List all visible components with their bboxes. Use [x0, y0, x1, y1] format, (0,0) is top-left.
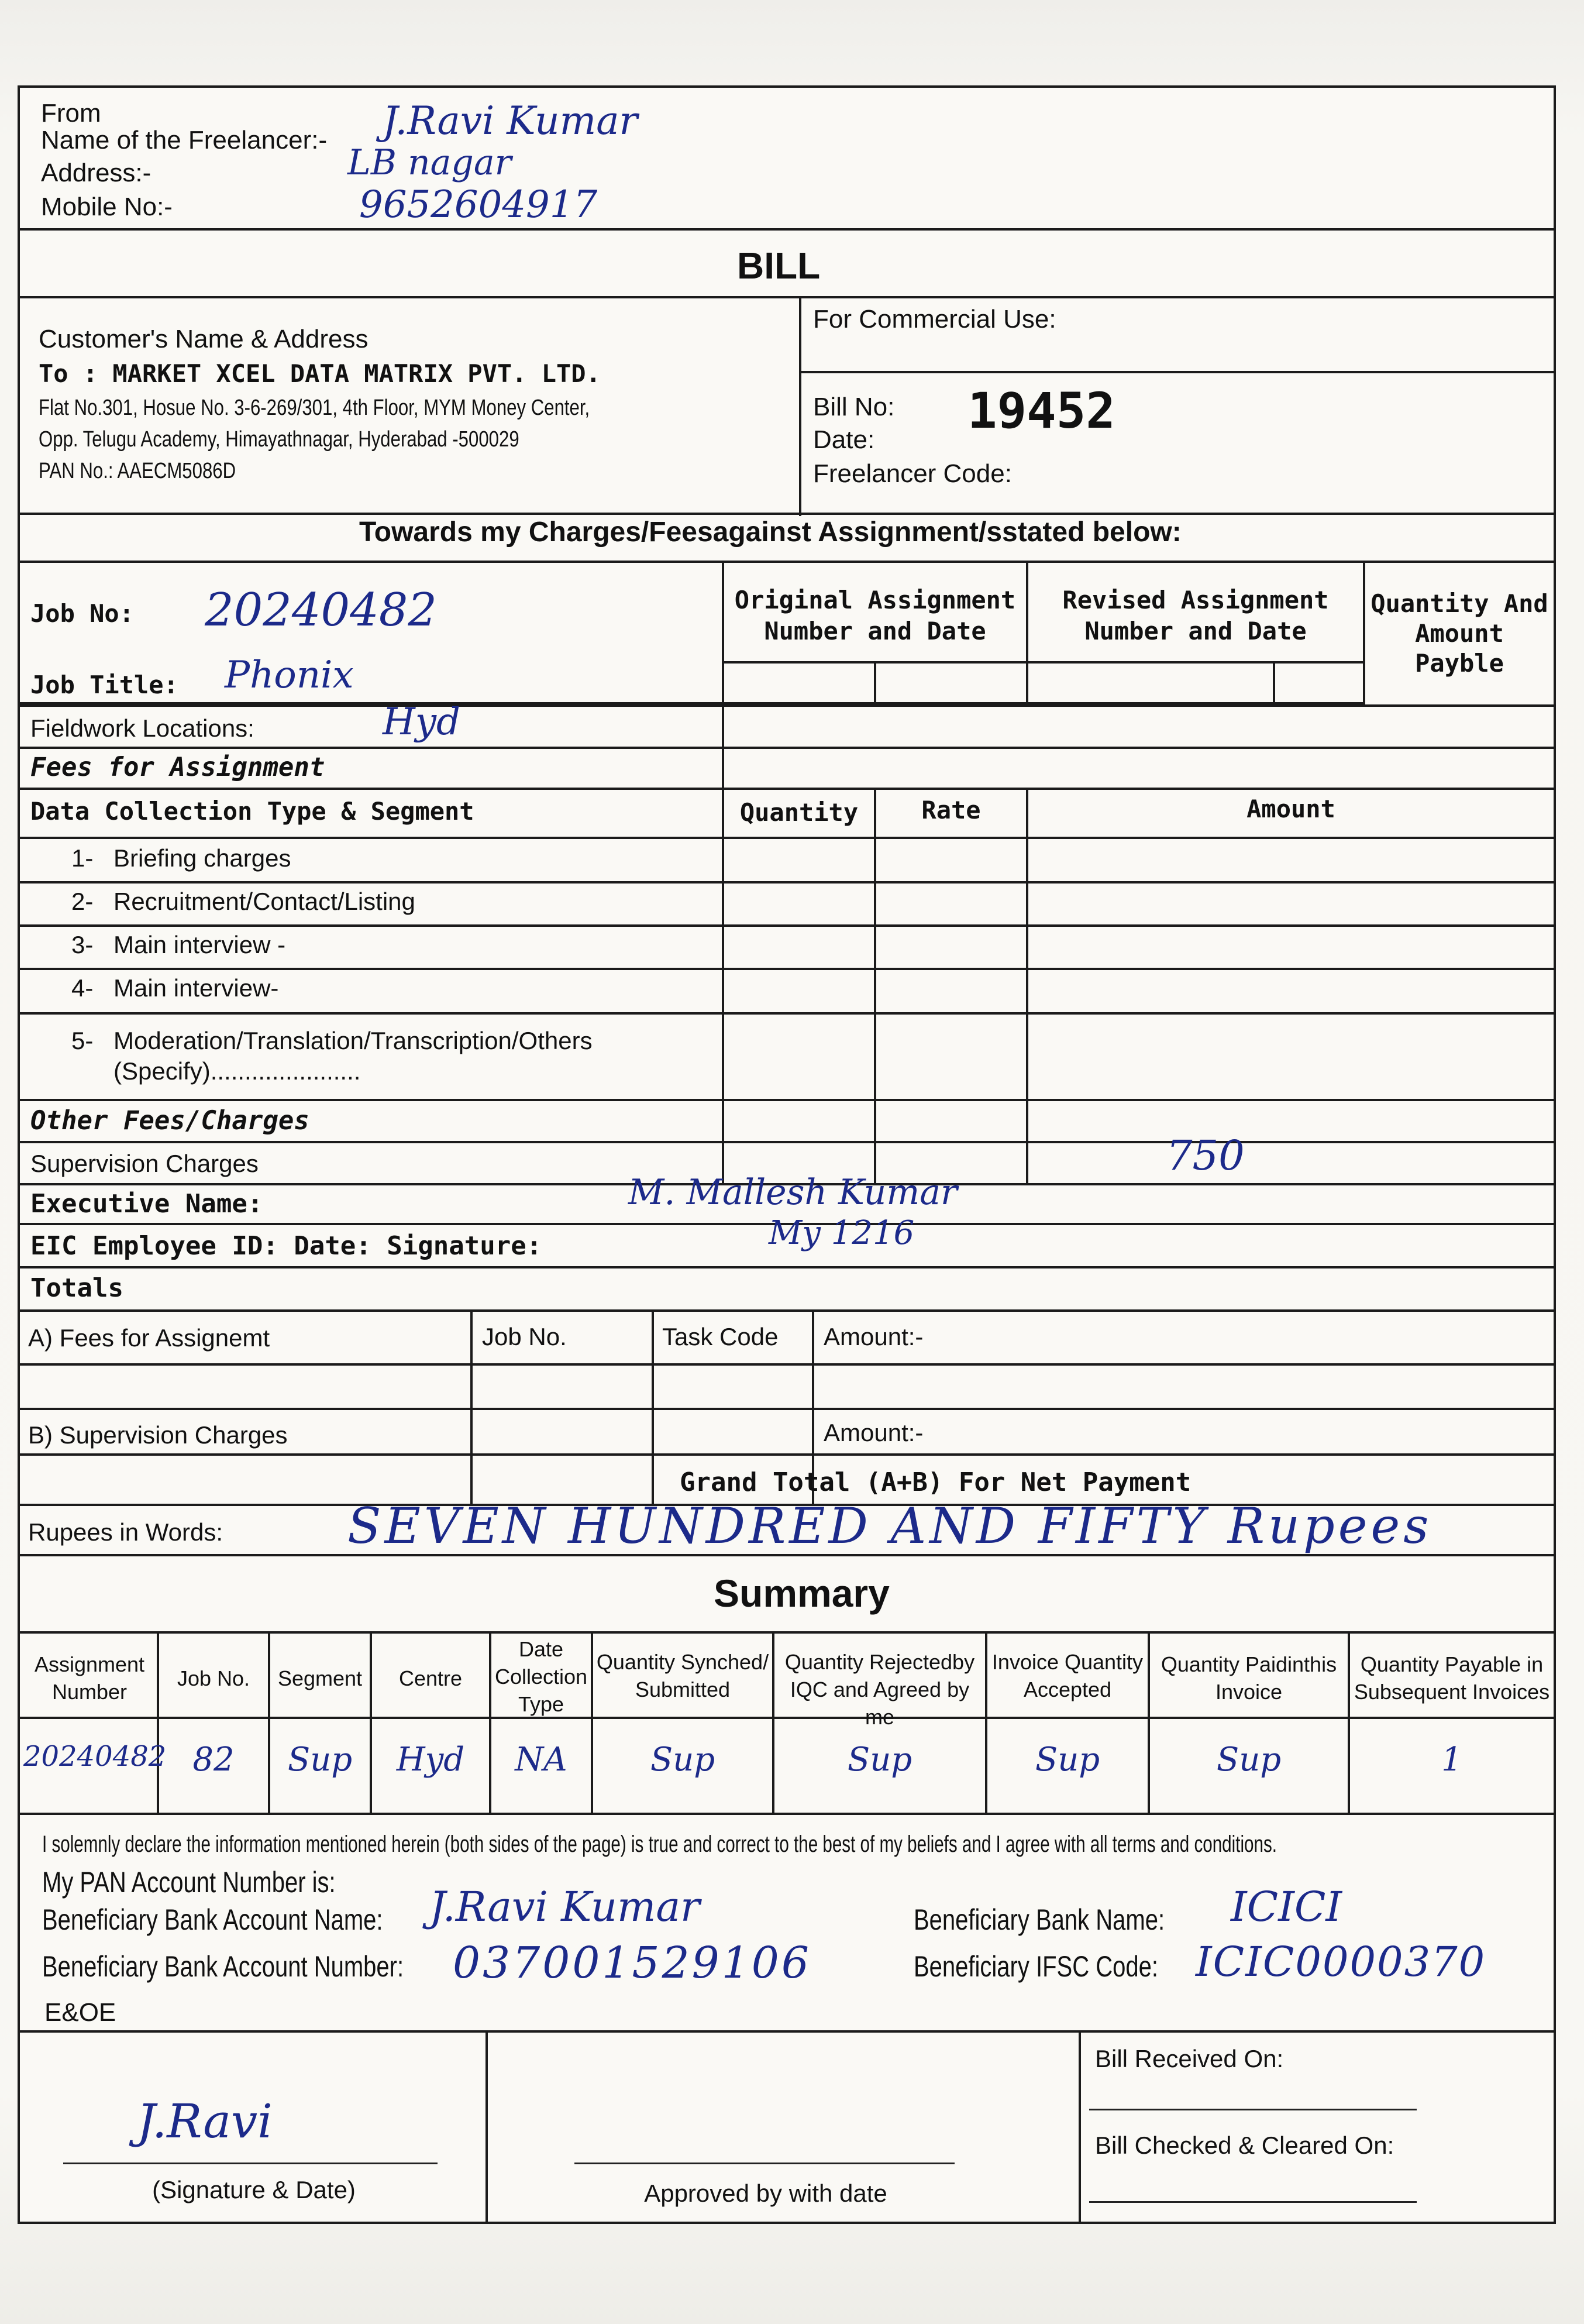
divider [1026, 788, 1028, 1185]
divider [1079, 2030, 1081, 2224]
summary-value-rejected: Sup [847, 1741, 912, 1779]
divider [370, 1631, 372, 1813]
rupees-in-words-value: SEVEN HUNDRED AND FIFTY Rupees [347, 1497, 1433, 1555]
divider [20, 788, 1554, 790]
col-amount-header: Amount [1246, 795, 1335, 823]
summary-value-paid: Sup [1216, 1741, 1282, 1779]
divider [20, 924, 1554, 927]
summary-header-payable: Quantity Payable in Subsequent Invoices [1354, 1652, 1550, 1704]
job-title-label: Job Title: [30, 671, 178, 699]
beneficiary-account-number-label: Beneficiary Bank Account Number: [42, 1950, 404, 1983]
fee-item-num: 2- [71, 888, 94, 915]
freelancer-name-label: Name of the Freelancer:- [41, 126, 328, 154]
quantity-amount-header: Quantity And Amount Payble [1370, 589, 1548, 678]
summary-header-paid: Quantity Paidinthis Invoice [1161, 1652, 1337, 1704]
declaration-text: I solemnly declare the information mentioned herein (both sides of the page) is true and correct to the best of my beliefs and I agree with all terms and conditions. [42, 1831, 1277, 1857]
summary-value-payable: 1 [1441, 1741, 1462, 1779]
divider [20, 1012, 1554, 1015]
beneficiary-ifsc-value: ICIC0000370 [1196, 1938, 1486, 1986]
summary-header-synched: Quantity Synched/ Submitted [596, 1650, 769, 1701]
fieldwork-label: Fieldwork Locations: [30, 714, 254, 742]
mobile-label: Mobile No:- [41, 192, 173, 221]
job-no-label: Job No: [30, 599, 135, 628]
divider [20, 228, 1554, 231]
amount-label-b: Amount:- [824, 1419, 924, 1446]
divider [874, 788, 876, 1185]
signature-value: J.Ravi [137, 2094, 273, 2148]
fee-item-label: Recruitment/Contact/Listing [113, 888, 415, 915]
divider [874, 661, 876, 702]
supervision-totals-label: B) Supervision Charges [28, 1421, 288, 1449]
pan-account-label: My PAN Account Number is: [42, 1866, 336, 1899]
customer-heading: Customer's Name & Address [39, 325, 369, 353]
task-code-label: Task Code [662, 1323, 779, 1350]
summary-value-assignment: 20240482 [23, 1740, 167, 1773]
beneficiary-bank-name-value: ICICI [1231, 1883, 1342, 1931]
beneficiary-bank-name-label: Beneficiary Bank Name: [914, 1903, 1165, 1936]
divider [20, 837, 1554, 839]
divider [20, 296, 1554, 298]
customer-pan: PAN No.: AAECM5086D [39, 459, 236, 483]
supervision-charges-label: Supervision Charges [30, 1150, 259, 1177]
address-label: Address:- [41, 159, 151, 187]
original-assignment-header: Original Assignment Number and Date [734, 586, 1016, 645]
approval-line [574, 2163, 955, 2164]
fees-heading: Fees for Assignment [30, 752, 325, 782]
summary-value-job-no: 82 [192, 1741, 235, 1779]
customer-to-line: To : MARKET XCEL DATA MATRIX PVT. LTD. [39, 359, 601, 388]
fieldwork-value: Hyd [383, 700, 460, 744]
fee-item-num: 3- [71, 931, 94, 958]
divider [20, 513, 1554, 515]
divider [20, 1266, 1554, 1268]
divider [20, 968, 1554, 970]
beneficiary-account-name-value: J.Ravi Kumar [429, 1883, 700, 1931]
divider [722, 661, 1365, 663]
divider [20, 1363, 1554, 1366]
executive-name-label: Executive Name: [30, 1189, 263, 1219]
bill-no-label: Bill No: [813, 393, 895, 421]
divider [20, 1554, 1554, 1556]
bill-no-value: 19452 [967, 382, 1115, 439]
job-no-value: 20240482 [205, 584, 438, 637]
signature-date-label: (Signature & Date) [152, 2176, 356, 2203]
address-value: LB nagar [347, 142, 512, 183]
divider [157, 1631, 159, 1813]
divider [268, 1631, 270, 1813]
customer-address-2: Opp. Telugu Academy, Himayathnagar, Hyderabad -500029 [39, 427, 519, 452]
summary-header-centre: Centre [398, 1666, 463, 1690]
rupees-in-words-label: Rupees in Words: [28, 1518, 223, 1546]
fee-item-num: 5- [71, 1027, 94, 1054]
divider [20, 1141, 1554, 1143]
beneficiary-account-number-value: 037001529106 [453, 1938, 811, 1988]
divider [20, 2030, 1554, 2033]
summary-header-job-no: Job No. [177, 1666, 250, 1690]
divider [20, 1099, 1554, 1101]
revised-assignment-header: Revised Assignment Number and Date [1062, 586, 1329, 645]
col-type-header: Data Collection Type & Segment [30, 797, 474, 826]
fee-item-label: Briefing charges [113, 844, 291, 872]
other-fees-heading: Other Fees/Charges [30, 1106, 309, 1136]
commercial-heading: For Commercial Use: [813, 305, 1056, 334]
divider [1273, 661, 1275, 702]
summary-header-rejected: Quantity Rejectedby IQC and Agreed by me [784, 1650, 975, 1729]
divider [20, 1408, 1554, 1410]
divider [485, 2030, 488, 2224]
fees-assignment-label: A) Fees for Assignemt [28, 1324, 270, 1352]
fee-item-label-specify: (Specify)...................... [113, 1057, 361, 1085]
summary-value-segment: Sup [287, 1741, 353, 1779]
bill-form [18, 85, 1556, 2224]
divider [20, 747, 1554, 749]
bill-checked-label: Bill Checked & Cleared On: [1095, 2132, 1394, 2159]
fee-item-num: 4- [71, 974, 94, 1002]
divider [20, 1309, 1554, 1312]
divider [799, 296, 801, 516]
approved-by-label: Approved by with date [644, 2179, 887, 2207]
fee-item-label: Moderation/Translation/Transcription/Others [113, 1027, 593, 1054]
summary-title: Summary [714, 1572, 890, 1615]
col-quantity-header: Quantity [739, 798, 859, 827]
divider [722, 788, 724, 1185]
bill-received-label: Bill Received On: [1095, 2045, 1284, 2072]
mobile-value: 9652604917 [359, 183, 598, 226]
bill-title: BILL [737, 245, 821, 287]
job-title-value: Phonix [225, 654, 354, 697]
summary-value-centre: Hyd [396, 1741, 465, 1779]
divider [20, 704, 1554, 707]
beneficiary-ifsc-label: Beneficiary IFSC Code: [914, 1950, 1158, 1983]
divider [20, 1453, 1554, 1456]
summary-value-synched: Sup [650, 1741, 715, 1779]
divider [20, 1631, 1554, 1634]
summary-header-assignment: Assignment Number [34, 1652, 145, 1704]
from-label: From [41, 99, 101, 128]
grand-total-label: Grand Total (A+B) For Net Payment [680, 1467, 1192, 1497]
amount-label-a: Amount:- [824, 1323, 924, 1350]
divider [799, 371, 1554, 373]
totals-job-no-label: Job No. [482, 1323, 567, 1350]
beneficiary-account-name-label: Beneficiary Bank Account Name: [42, 1903, 383, 1936]
freelancer-name-value: J.Ravi Kumar [383, 98, 638, 143]
summary-value-invoice-accepted: Sup [1035, 1741, 1100, 1779]
summary-header-invoice-accepted: Invoice Quantity Accepted [991, 1650, 1144, 1701]
fee-item-label: Main interview - [113, 931, 286, 958]
summary-value-date-collection: NA [515, 1741, 567, 1779]
date-label: Date: [813, 425, 875, 454]
summary-header-segment: Segment [277, 1666, 363, 1690]
eic-label: EIC Employee ID: Date: Signature: [30, 1231, 542, 1261]
col-rate-header: Rate [921, 796, 981, 824]
bill-received-line [1089, 2109, 1417, 2110]
divider [20, 1813, 1554, 1815]
signature-line [63, 2163, 438, 2164]
fee-item-label: Main interview- [113, 974, 279, 1002]
freelancer-code-label: Freelancer Code: [813, 459, 1012, 488]
eic-value: My 1216 [769, 1214, 915, 1252]
fee-item-num: 1- [71, 844, 94, 872]
bill-checked-line [1089, 2201, 1417, 2203]
executive-name-value: M. Mallesh Kumar [628, 1172, 958, 1213]
divider [20, 561, 1554, 563]
divider [20, 881, 1554, 883]
totals-heading: Totals [30, 1273, 123, 1303]
summary-header-date-collection: Date Collection Type [494, 1637, 588, 1716]
supervision-amount-value: 750 [1166, 1132, 1245, 1180]
customer-address-1: Flat No.301, Hosue No. 3-6-269/301, 4th Floor, MYM Money Center, [39, 396, 590, 420]
towards-heading: Towards my Charges/Feesagainst Assignment/sstated below: [359, 517, 1182, 548]
eoe-label: E&OE [44, 1998, 116, 2027]
